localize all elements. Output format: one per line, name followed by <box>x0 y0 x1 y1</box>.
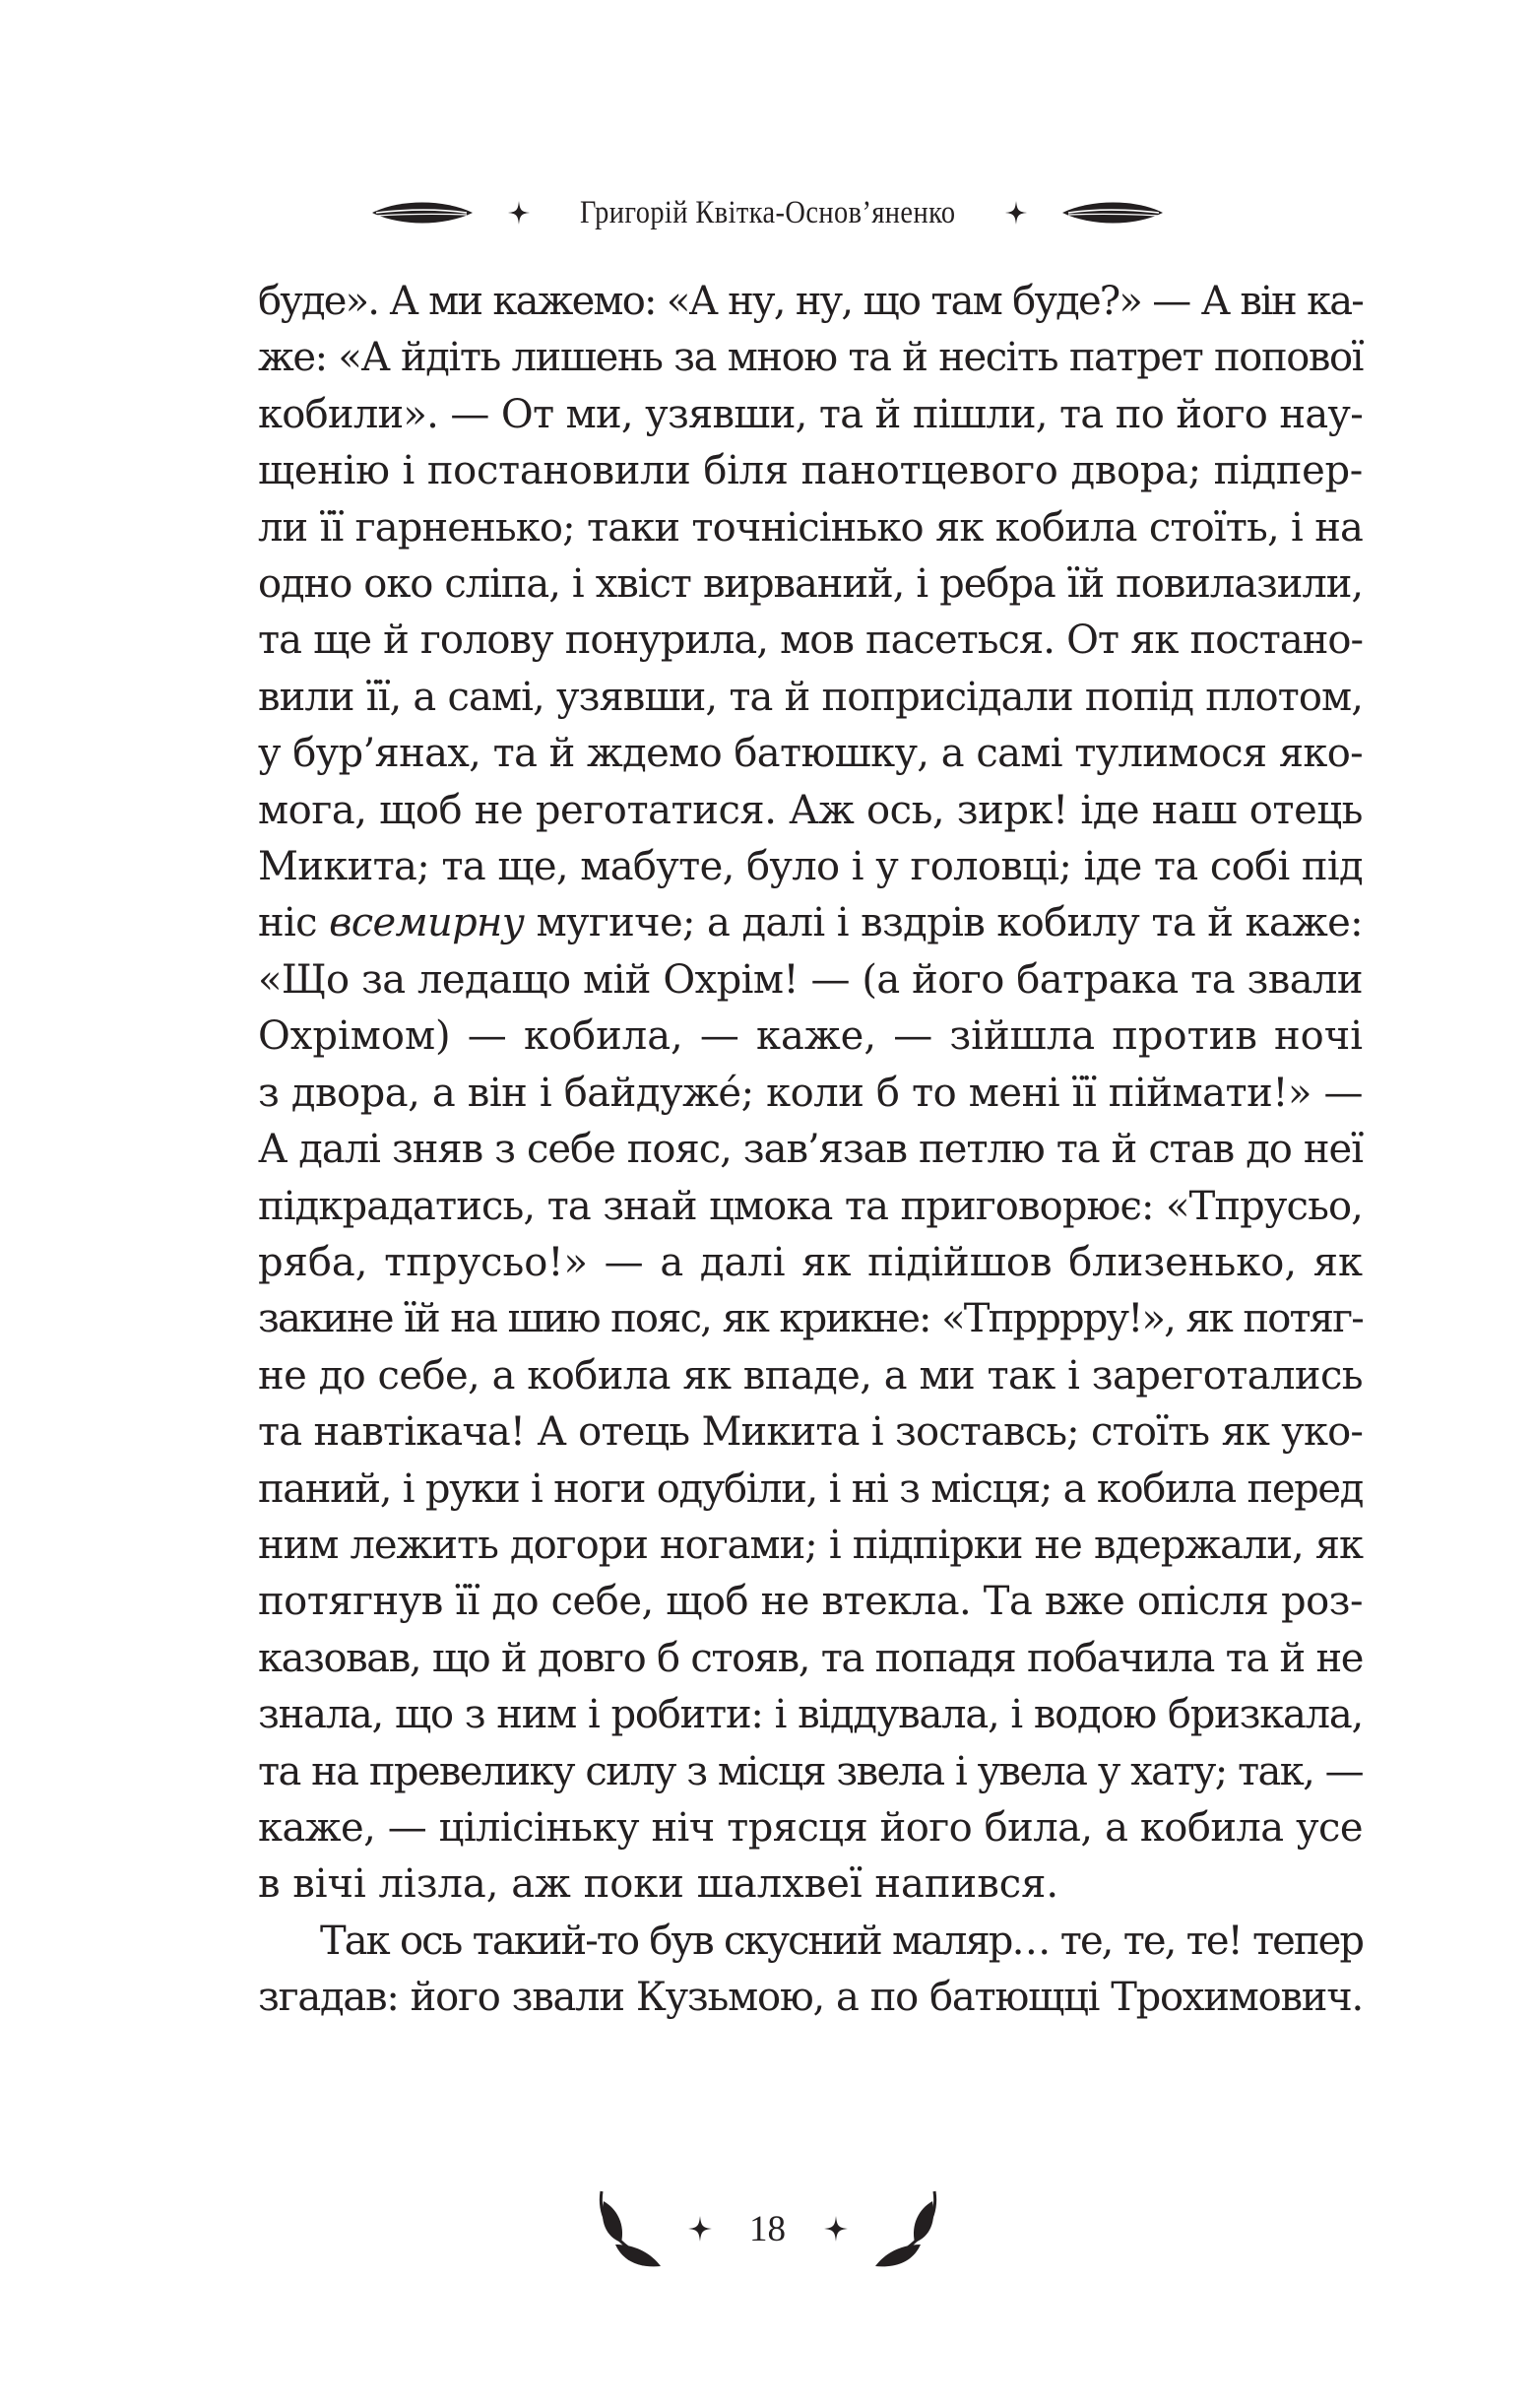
text-line: ли її гарненько; таки точнісінько як кобила стоїть, і на <box>258 504 1363 551</box>
text-line: же: «А йдіть лишень за мною та й несіть патрет попової <box>258 335 1363 381</box>
left-sparkle-icon <box>508 201 530 225</box>
text-line: не до себе, а кобила як впаде, а ми так і зареготались <box>258 1352 1363 1399</box>
text-line: Микита; та ще, мабуте, було і у головці; іде та собі під <box>258 844 1363 890</box>
text-line-with-italic <box>258 895 1363 951</box>
paragraph <box>258 1914 1363 2027</box>
text-line: та на превелику силу з місця звела і увела у хату; так, — <box>258 1748 1363 1794</box>
paragraph <box>258 274 1363 1914</box>
body-text <box>258 274 1363 2027</box>
text-line: буде». А ми кажемо: «А ну, ну, що там буде?» — А він ка- <box>258 279 1363 324</box>
text-line: кобили». — От ми, узявши, та й пішли, та по його нау- <box>258 391 1363 437</box>
text-line: згадав: його звали Кузьмою, а по батющці Трохимович. <box>258 1975 1363 2021</box>
text-line: щенію і постановили біля панотцевого двора; підпер- <box>258 448 1363 494</box>
text-line: потягнув її до себе, щоб не втекла. Та вже опісля роз- <box>258 1579 1363 1625</box>
right-sparkle-icon <box>824 2216 848 2242</box>
left-leaf-ornament-icon <box>370 198 488 228</box>
text-line: у бур’янах, та й ждемо батюшку, а самі тулимося яко- <box>258 731 1363 777</box>
right-sparkle-icon <box>1005 201 1027 225</box>
text-line: одно око сліпа, і хвіст вирваний, і ребра їй повилазили, <box>258 561 1363 608</box>
running-header <box>0 185 1535 240</box>
text-line: в вічі лізла, аж поки шалхвеї напився. <box>258 1861 1059 1908</box>
text-segment: ніс <box>258 900 317 946</box>
text-line: Охрімом) — кобила, — каже, — зійшла против ночі <box>258 1013 1363 1060</box>
left-sprig-icon <box>598 2187 667 2270</box>
text-line: А далі зняв з себе пояс, зав’язав петлю та й став до неї <box>258 1127 1363 1173</box>
text-line: закине їй на шию пояс, як крикне: «Тпрррру!», як потяг- <box>258 1296 1363 1342</box>
text-line: ряба, тпрусьо!» — а далі як підійшов близенько, як <box>258 1239 1363 1285</box>
text-line: ним лежить догори ногами; і підпірки не вдержали, як <box>258 1522 1363 1568</box>
italic-word: всемирну <box>329 900 525 946</box>
text-line: знала, що з ним і робити: і віддувала, і водою бризкала, <box>258 1692 1363 1738</box>
right-sprig-icon <box>869 2187 938 2270</box>
text-segment: мугиче; а далі і вздрів кобилу та й каже: <box>536 900 1364 946</box>
text-line: каже, — цілісіньку ніч трясця його била, а кобила усе <box>258 1804 1363 1851</box>
running-head-title: Григорій Квітка-Основ’яненко <box>579 194 956 230</box>
right-leaf-ornament-icon <box>1047 198 1165 228</box>
page-footer <box>0 2184 1535 2273</box>
text-line: та навтікача! А отець Микита і зоставсь; стоїть як уко- <box>258 1409 1363 1456</box>
text-line: та ще й голову понурила, мов пасеться. От як постано- <box>258 618 1363 664</box>
text-line: мога, щоб не реготатися. Аж ось, зирк! іде наш отець <box>258 787 1363 833</box>
text-line: казовав, що й довго б стояв, та попадя побачила та й не <box>258 1635 1363 1681</box>
text-line: підкрадатись, та знай цмока та приговорює: «Тпрусьо, <box>258 1183 1363 1229</box>
page-number: 18 <box>749 2208 786 2249</box>
text-line: вили її, а самі, узявши, та й поприсідали попід плотом, <box>258 674 1363 720</box>
left-sparkle-icon <box>688 2216 712 2242</box>
text-line: Так ось такий-то був скусний маляр… те, те, те! тепер <box>320 1918 1363 1964</box>
text-line: паний, і руки і ноги одубіли, і ні з місця; а кобила перед <box>258 1465 1363 1512</box>
text-line: з двора, а він і байдужé; коли б то мені її піймати!» — <box>258 1070 1363 1116</box>
text-line: «Що за ледащо мій Охрім! — (а його батрака та звали <box>258 956 1363 1003</box>
